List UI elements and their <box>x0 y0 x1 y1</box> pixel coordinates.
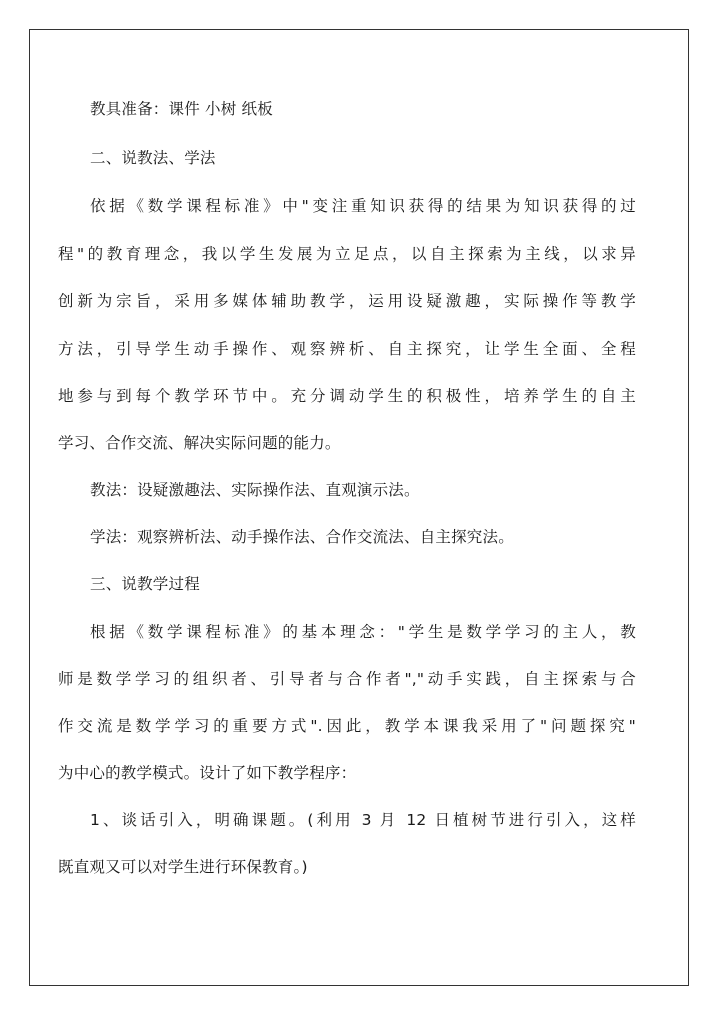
paragraph-line: 学习、合作交流、解决实际问题的能力。 <box>58 434 341 452</box>
learning-methods-line: 学法：观察辨析法、动手操作法、合作交流法、自主探究法。 <box>90 528 514 546</box>
paragraph-line: 方法，引导学生动手操作、观察辨析、自主探究，让学生全面、全程 <box>58 340 636 358</box>
step-one-continuation: 既直观又可以对学生进行环保教育。) <box>58 858 308 876</box>
page-border <box>29 29 689 986</box>
paragraph-line: 依据《数学课程标准》中"变注重知识获得的结果为知识获得的过 <box>90 197 636 215</box>
teaching-methods-line: 教法：设疑激趣法、实际操作法、直观演示法。 <box>90 481 420 499</box>
paragraph-line: 创新为宗旨，采用多媒体辅助教学，运用设疑激趣，实际操作等教学 <box>58 292 636 310</box>
section-heading-methods: 二、说教法、学法 <box>90 149 216 167</box>
paragraph-line: 作交流是数学学习的重要方式".因此，教学本课我采用了"问题探究" <box>58 717 636 735</box>
step-one-line: 1、谈话引入，明确课题。(利用 3 月 12 日植树节进行引入，这样 <box>90 811 636 829</box>
paragraph-line: 地参与到每个教学环节中。充分调动学生的积极性，培养学生的自主 <box>58 387 636 405</box>
teaching-aids-line: 教具准备：课件 小树 纸板 <box>90 100 273 118</box>
paragraph-line: 程"的教育理念，我以学生发展为立足点，以自主探索为主线，以求异 <box>58 245 636 263</box>
paragraph-line: 为中心的教学模式。设计了如下教学程序： <box>58 764 357 782</box>
paragraph-line: 根据《数学课程标准》的基本理念："学生是数学学习的主人，教 <box>90 623 636 641</box>
section-heading-process: 三、说教学过程 <box>90 575 200 593</box>
paragraph-line: 师是数学学习的组织者、引导者与合作者","动手实践，自主探索与合 <box>58 670 636 688</box>
